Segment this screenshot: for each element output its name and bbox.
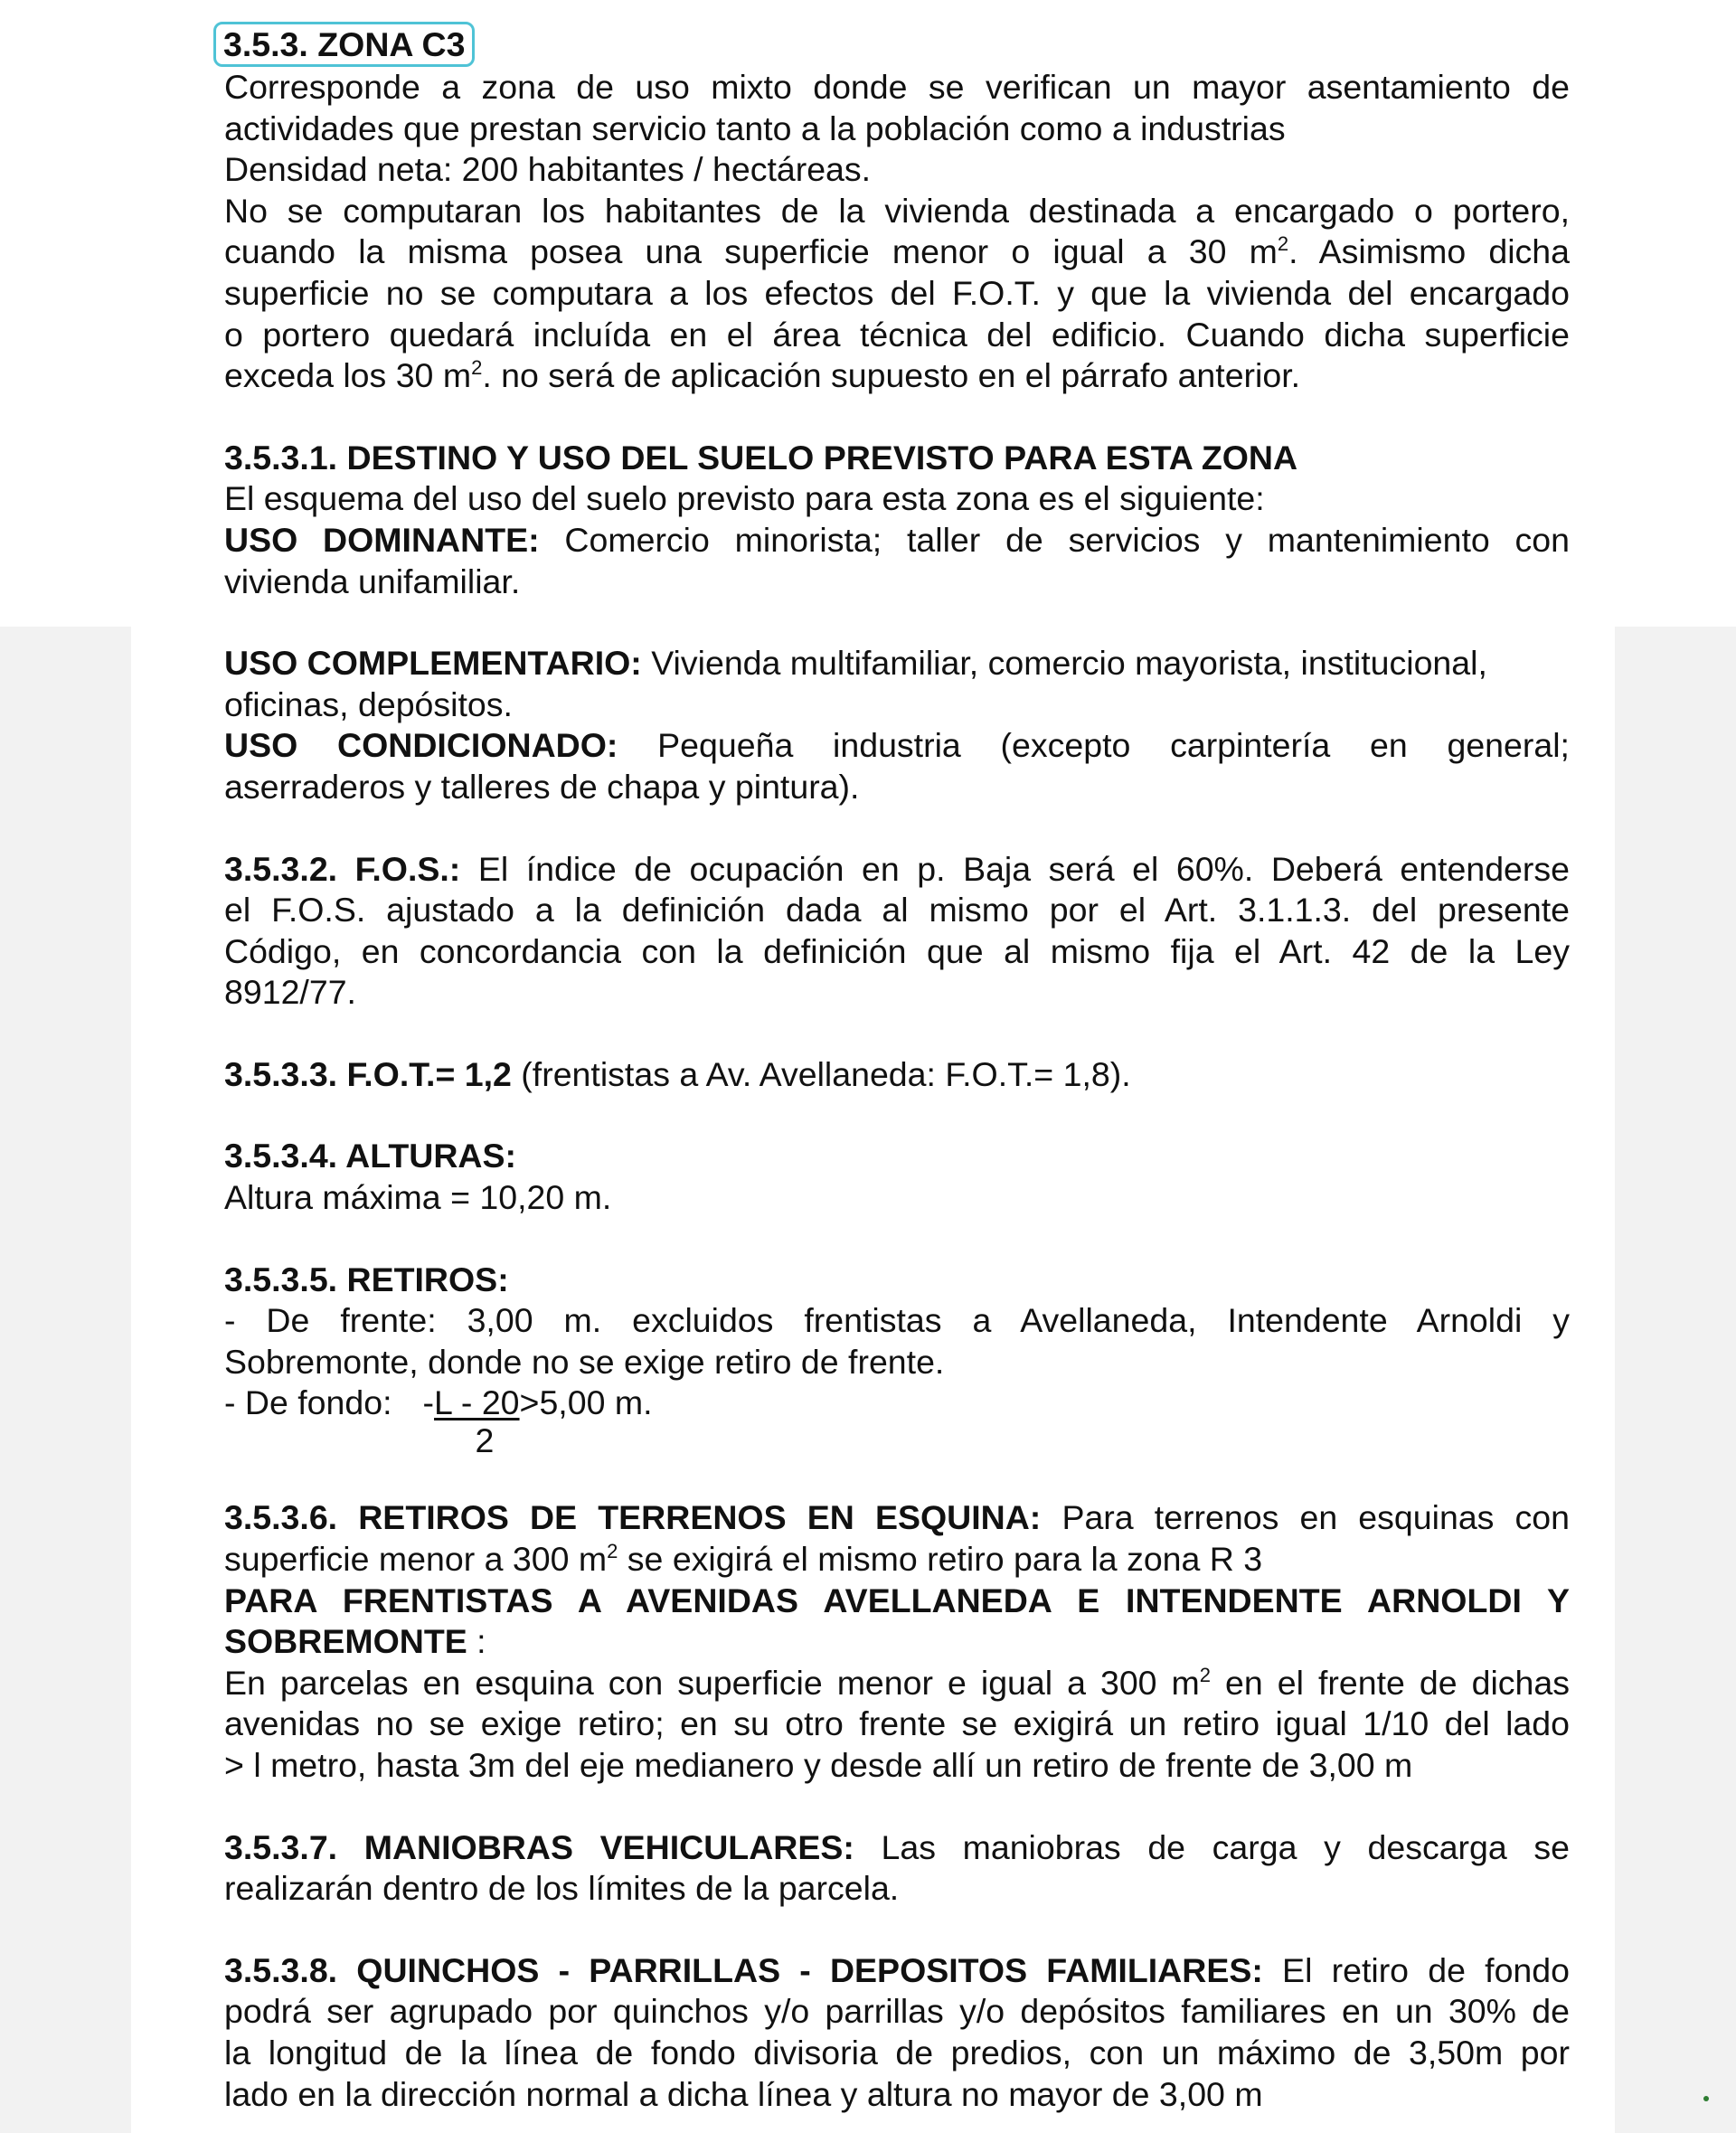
parcelas-line-1 [224, 1663, 1570, 1704]
frentistas-heading-line-1: PARA FRENTISTAS A AVENIDAS AVELLANEDA E INTENDENTE ARNOLDI Y [224, 1581, 1570, 1619]
intro-line-8 [224, 355, 1570, 397]
uso-complementario-label: USO COMPLEMENTARIO: [224, 644, 642, 683]
alturas-line-1: Altura máxima = 10,20 m. [224, 1178, 612, 1217]
quinchos-label: 3.5.3.8. QUINCHOS - PARRILLAS - DEPOSITOS FAMILIARES: [224, 1950, 1263, 1989]
spacer [224, 1219, 1570, 1260]
superscript: 2 [471, 356, 483, 380]
quinchos-line-3: la longitud de la línea de fondo divisoria de predios, con un máximo de 3,50m por [224, 2033, 1570, 2072]
intro-line-5 [224, 231, 1570, 273]
retiros-heading: 3.5.3.5. RETIROS: [224, 1260, 509, 1298]
retiros-line-2: Sobremonte, donde no se exige retiro de frente. [224, 1342, 945, 1381]
parcelas-line-1-tail: en el frente de dichas [1211, 1663, 1570, 1702]
uso-condicionado-label: USO CONDICIONADO: [224, 726, 618, 765]
intro-line-5-tail: . Asimismo dicha [1288, 232, 1570, 271]
alturas-heading: 3.5.3.4. ALTURAS: [224, 1137, 516, 1175]
retiros-line-1: - De frente: 3,00 m. excluidos frentistas a Avellaneda, Intendente Arnoldi y [224, 1301, 1570, 1340]
maniobras-line-1 [224, 1827, 1570, 1869]
spacer [224, 1095, 1570, 1136]
uso-dominante-line-2: vivienda unifamiliar. [224, 562, 521, 600]
retiros-fondo-line [224, 1383, 1570, 1465]
section-title[interactable]: 3.5.3. ZONA C3 [213, 22, 475, 67]
maniobras-text: Las maniobras de carga y descarga se [854, 1827, 1570, 1866]
intro-line-8-tail: . no será de aplicación supuesto en el párrafo anterior. [482, 356, 1301, 395]
parcelas-line-1-text: En parcelas en esquina con superficie menor e igual a 300 m [224, 1663, 1200, 1702]
esquina-line-2 [224, 1539, 1570, 1581]
spacer [224, 1787, 1570, 1827]
formula-rest: >5,00 m. [519, 1383, 653, 1422]
maniobras-label: 3.5.3.7. MANIOBRAS VEHICULARES: [224, 1827, 854, 1866]
spacer [224, 808, 1570, 849]
uso-condicionado-line-2: aserraderos y talleres de chapa y pintura). [224, 767, 860, 806]
fos-line-3: Código, en concordancia con la definición que al mismo fija el Art. 42 de la Ley [224, 931, 1570, 970]
intro-line-3: Densidad neta: 200 habitantes / hectáreas. [224, 150, 872, 189]
uso-condicionado-line [224, 725, 1570, 767]
quinchos-text: El retiro de fondo [1262, 1950, 1570, 1989]
superscript: 2 [1277, 232, 1289, 256]
right-margin-panel [1615, 627, 1736, 2133]
fot-line [224, 1054, 1570, 1096]
uso-complementario-line [224, 643, 1570, 684]
uso-dominante-line [224, 520, 1570, 562]
superscript: 2 [607, 1540, 618, 1563]
fot-label: 3.5.3.3. F.O.T.= 1,2 [224, 1054, 512, 1093]
status-dot [1703, 2096, 1709, 2101]
spacer [224, 1910, 1570, 1950]
fos-text: El índice de ocupación en p. Baja será el 60%. Deberá entenderse [460, 849, 1570, 888]
fos-line-4: 8912/77. [224, 973, 356, 1012]
uso-dominante-label: USO DOMINANTE: [224, 520, 540, 559]
destino-line-1: El esquema del uso del suelo previsto para esta zona es el siguiente: [224, 479, 1265, 518]
quinchos-line-2: podrá ser agrupado por quinchos y/o parrillas y/o depósitos familiares en un 30% de [224, 1992, 1570, 2031]
parcelas-line-2: avenidas no se exige retiro; en su otro frente se exigirá un retiro igual 1/10 del lado [224, 1704, 1570, 1743]
esquina-line-1 [224, 1497, 1570, 1539]
esquina-text: Para terrenos en esquinas con [1041, 1498, 1571, 1537]
spacer [224, 397, 1570, 438]
section-heading-destino: 3.5.3.1. DESTINO Y USO DEL SUELO PREVISTO PARA ESTA ZONA [224, 438, 1298, 477]
uso-complementario-text: Vivienda multifamiliar, comercio mayorista, institucional, [641, 644, 1487, 683]
intro-line-7: o portero quedará incluída en el área técnica del edificio. Cuando dicha superficie [224, 315, 1570, 354]
formula-numerator: L - 20 [434, 1383, 520, 1422]
fos-label: 3.5.3.2. F.O.S.: [224, 849, 461, 888]
frentistas-heading-line-2 [224, 1621, 1570, 1663]
esquina-line-2-tail: se exigirá el mismo retiro para la zona R 3 [618, 1540, 1263, 1579]
fos-line-2: el F.O.S. ajustado a la definición dada al mismo por el Art. 3.1.1.3. del presente [224, 891, 1570, 930]
intro-line-6: superficie no se computara a los efectos del F.O.T. y que la vivienda del encargado [224, 273, 1570, 312]
spacer [224, 1465, 1570, 1497]
esquina-line-2-text: superficie menor a 300 m [224, 1540, 608, 1579]
document-page [224, 22, 1570, 2115]
esquina-label: 3.5.3.6. RETIROS DE TERRENOS EN ESQUINA: [224, 1498, 1042, 1537]
uso-complementario-line-2: oficinas, depósitos. [224, 684, 513, 723]
left-margin-panel [0, 627, 131, 2133]
spacer [224, 602, 1570, 643]
parcelas-line-3: > l metro, hasta 3m del eje medianero y desde allí un retiro de frente de 3,00 m [224, 1746, 1413, 1784]
formula-dash: - [422, 1383, 435, 1422]
frentistas-heading-colon: : [467, 1622, 486, 1661]
intro-line-8-text: exceda los 30 m [224, 356, 472, 395]
intro-line-5-text: cuando la misma posea una superficie menor o igual a 30 m [224, 232, 1278, 271]
frentistas-heading-word: SOBREMONTE [224, 1622, 467, 1661]
section-title-row [224, 22, 1570, 67]
uso-dominante-text: Comercio minorista; taller de servicios y mantenimiento con [539, 520, 1570, 559]
intro-line-1: Corresponde a zona de uso mixto donde se verifican un mayor asentamiento de [224, 68, 1570, 106]
superscript: 2 [1199, 1663, 1212, 1686]
retiros-fondo-label: - De fondo: [224, 1383, 392, 1422]
fot-text: (frentistas a Av. Avellaneda: F.O.T.= 1,8). [511, 1054, 1131, 1093]
intro-line-4: No se computaran los habitantes de la vivienda destinada a encargado o portero, [224, 191, 1570, 230]
spacer [224, 1014, 1570, 1054]
quinchos-line-4: lado en la dirección normal a dicha línea y altura no mayor de 3,00 m [224, 2074, 1263, 2113]
fondo-formula [422, 1383, 653, 1460]
uso-condicionado-text: Pequeña industria (excepto carpintería en general; [618, 726, 1570, 765]
quinchos-line-1 [224, 1950, 1570, 1992]
maniobras-line-2: realizarán dentro de los límites de la parcela. [224, 1869, 900, 1908]
formula-denominator: 2 [475, 1421, 495, 1460]
intro-line-2: actividades que prestan servicio tanto a la población como a industrias [224, 109, 1286, 147]
fos-line-1 [224, 849, 1570, 891]
